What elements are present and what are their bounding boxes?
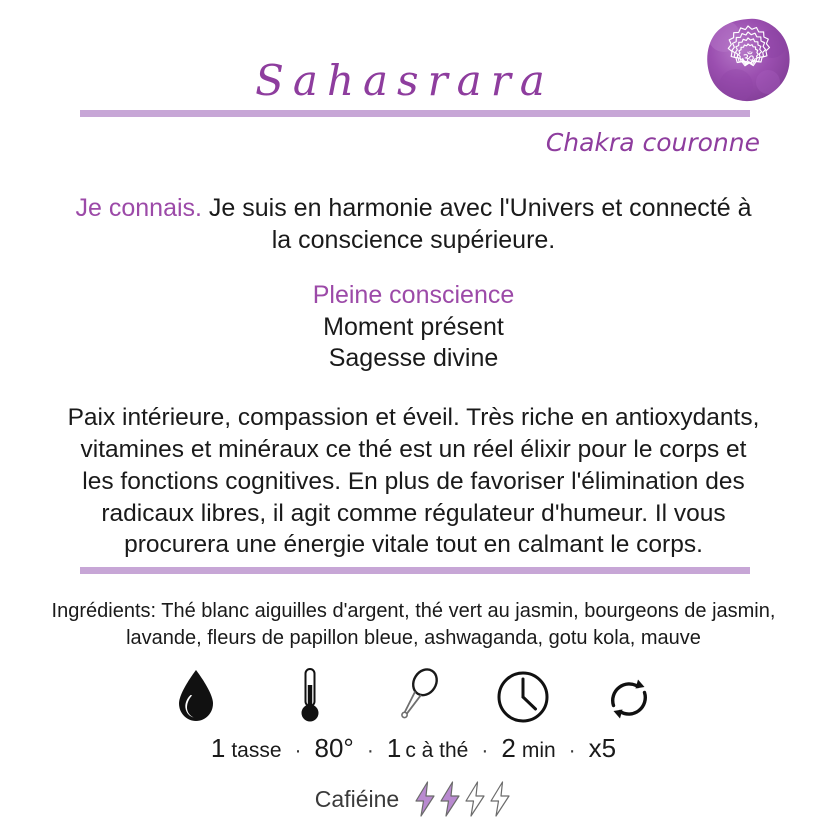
brew-separator: · — [568, 739, 576, 762]
brew-item-temperature — [315, 733, 354, 764]
tea-spoon-icon — [382, 666, 452, 724]
brew-separator: · — [366, 739, 374, 762]
caffeine-level-indicator — [413, 780, 512, 818]
divider-bottom — [80, 567, 750, 574]
page-title: Sahasrara — [255, 56, 554, 105]
water-drop-icon — [166, 668, 226, 724]
brew-item-cups — [211, 733, 282, 764]
affirmation-body: Je suis en harmonie avec l'Univers et connecté à la conscience supérieure. — [201, 194, 752, 254]
keyword-secondary: Moment présent — [323, 312, 504, 341]
lightning-bolt-icon-4 — [488, 780, 512, 818]
brew-time-value: 2 — [501, 733, 516, 763]
description-text: Paix intérieure, compassion et éveil. Très riche en antioxydants, vitamines et minéraux ce thé est un réel élixir pour le corps et les fonctions cognitives. En plus de favoriser l'élimination des radicaux libres, il agit comme régulateur d'humeur. Il vous procurera une énergie vitale tout en calmant le corps. — [67, 404, 760, 559]
page-title-row — [0, 56, 827, 105]
brew-amount-unit: c à thé — [405, 739, 469, 762]
divider-top — [80, 110, 750, 117]
lightning-bolt-icon-3 — [463, 780, 487, 818]
affirmation-accent: Je connais. — [75, 194, 202, 222]
lightning-bolt-icon-2 — [438, 780, 462, 818]
keyword-list — [0, 280, 827, 375]
brew-separator: · — [294, 739, 302, 762]
brew-item-amount — [387, 733, 469, 764]
caffeine-label: Cafiéine — [314, 785, 400, 812]
brew-infusions-value: x5 — [588, 733, 617, 763]
caffeine-row — [0, 780, 827, 818]
brew-temperature-value: 80° — [314, 733, 354, 763]
keyword-primary: Pleine conscience — [312, 281, 515, 309]
brewing-text-row — [0, 733, 827, 764]
svg-text:ॐ: ॐ — [741, 51, 755, 67]
brew-item-infusions — [589, 733, 616, 764]
brew-time-unit: min — [521, 739, 556, 762]
ingredients-text: Ingrédients: Thé blanc aiguilles d'argent, thé vert au jasmin, bourgeons de jasmin, lavande, fleurs de papillon bleue, ashwaganda, gotu kola, mauve — [51, 600, 776, 649]
brew-item-time — [501, 733, 555, 764]
lightning-bolt-icon-1 — [413, 780, 437, 818]
clock-icon — [492, 670, 554, 724]
brew-amount-value: 1 — [386, 733, 402, 763]
keyword-tertiary: Sagesse divine — [328, 344, 499, 372]
brew-separator: · — [481, 739, 489, 762]
page-subtitle: Chakra couronne — [545, 128, 760, 157]
affirmation-text — [70, 192, 757, 256]
brewing-icon-row — [130, 662, 690, 724]
brew-cups-value: 1 — [210, 733, 226, 763]
thermometer-icon — [280, 666, 340, 724]
refresh-icon — [598, 674, 660, 724]
brew-cups-unit: tasse — [231, 739, 282, 762]
